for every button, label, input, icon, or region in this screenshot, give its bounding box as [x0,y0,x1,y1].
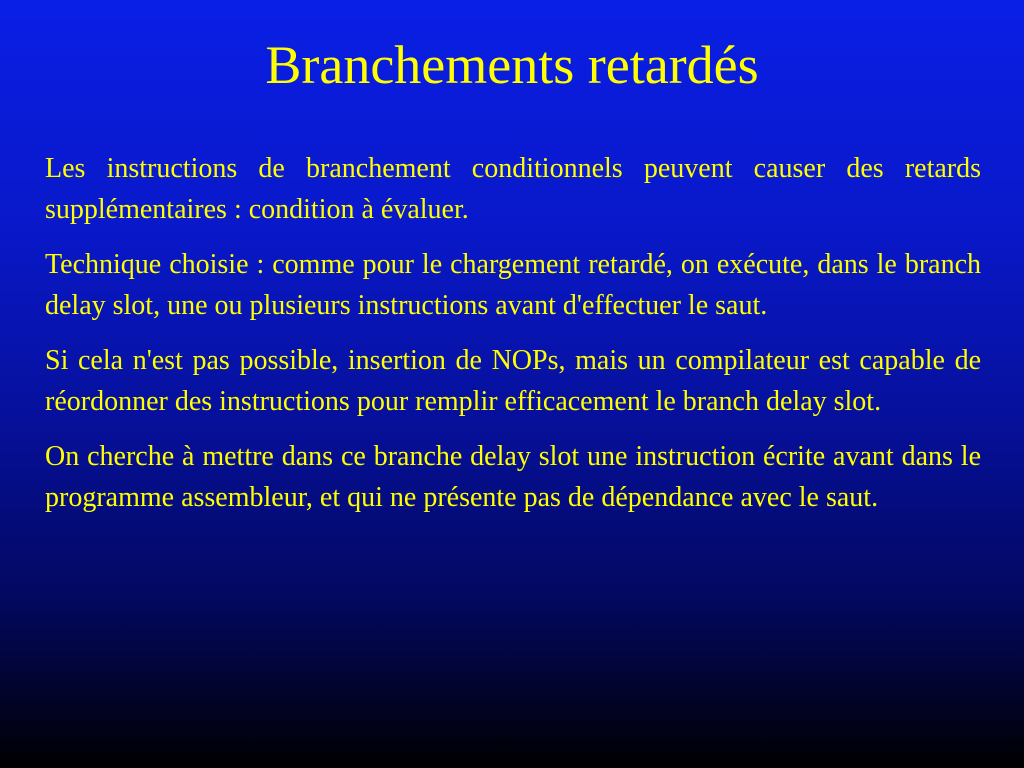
slide-body [45,148,981,532]
paragraph-3: Si cela n'est pas possible, insertion de NOPs, mais un compilateur est capable de réordonner des instructions pour remplir efficacement le branch delay slot. [45,345,981,417]
paragraph-1: Les instructions de branchement conditionnels peuvent causer des retards supplémentaires : condition à évaluer. [45,153,981,225]
slide-title: Branchements retardés [265,35,759,95]
paragraph-2: Technique choisie : comme pour le chargement retardé, on exécute, dans le branch delay slot, une ou plusieurs instructions avant d'effectuer le saut. [45,249,981,321]
paragraph-4: On cherche à mettre dans ce branche delay slot une instruction écrite avant dans le programme assembleur, et qui ne présente pas de dépendance avec le saut. [45,441,981,513]
